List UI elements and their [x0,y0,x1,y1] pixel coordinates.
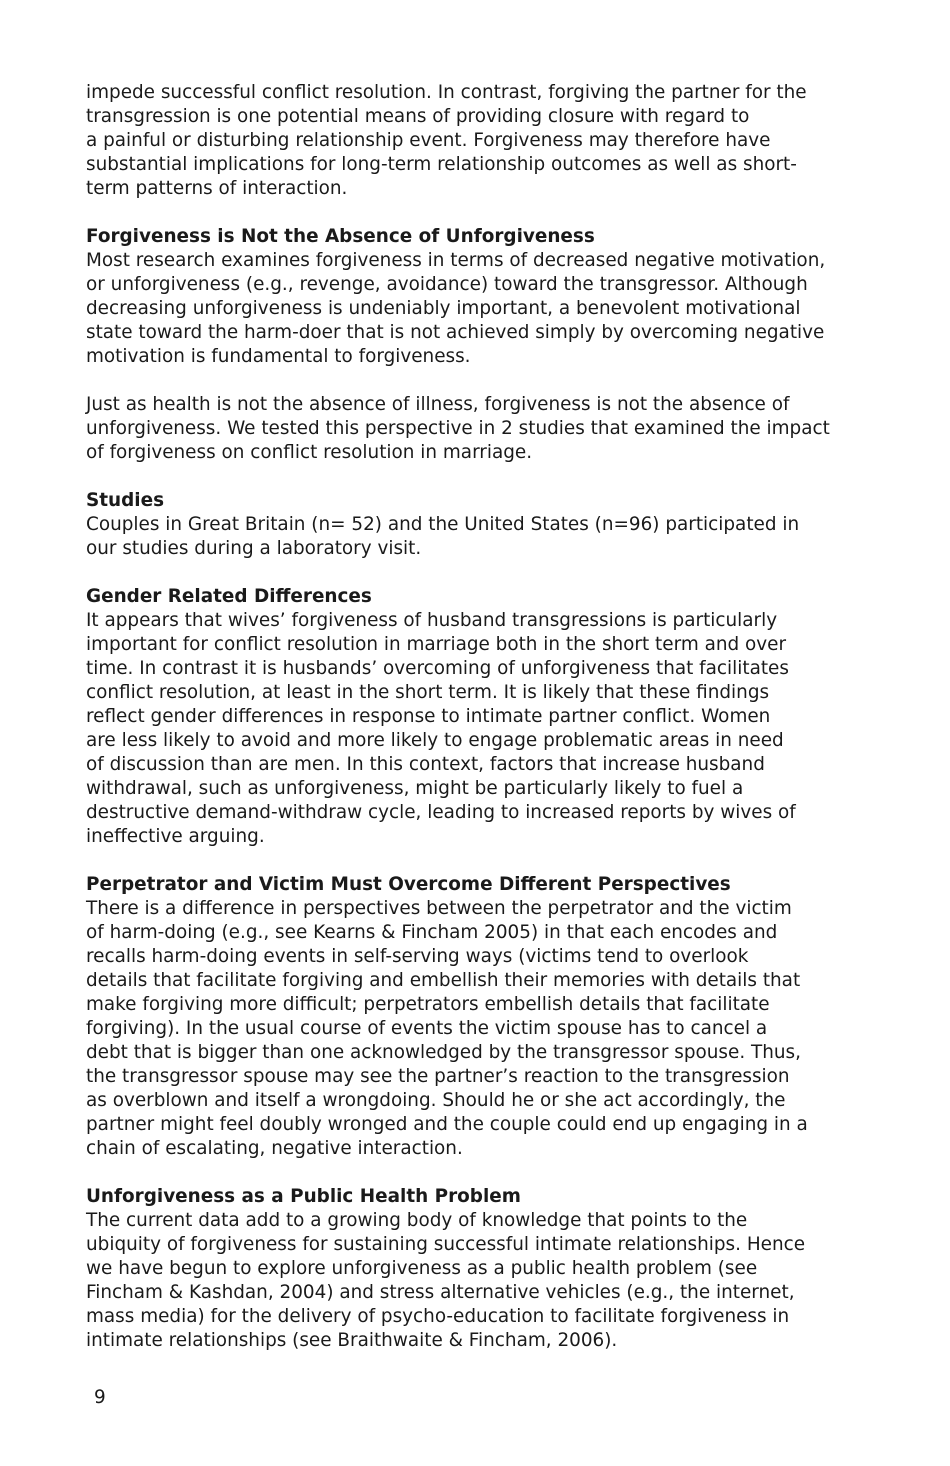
section-heading: Unforgiveness as a Public Health Problem [86,1186,521,1207]
section-not-absence [86,225,876,465]
section-heading: Studies [86,490,165,511]
section-heading: Gender Related Differences [86,586,372,607]
body-paragraph: The current data add to a growing body of knowledge that points to the ubiquity of forgiveness for sustaining successful intimate relationships. Hence we have begun to explore unforgiveness as a public health problem (see Fincham & Kashdan, 2004) and stress alternative vehicles (e.g., the internet, mass media) for the delivery of psycho-education to facilitate forgiveness in intimate relationships (see Braithwaite & Fincham, 2006). [86,1210,806,1351]
section-perspectives [86,873,876,1161]
section-heading: Perpetrator and Victim Must Overcome Different Perspectives [86,874,731,895]
body-paragraph: Couples in Great Britain (n= 52) and the United States (n=96) participated in our studies during a laboratory visit. [86,514,800,559]
section-public-health [86,1185,876,1353]
intro-paragraph: impede successful conflict resolution. In contrast, forgiving the partner for the transgression is one potential means of providing closure with regard to a painful or disturbing relationship event. Forgiveness may therefore have substantial implications for long-term relationship outcomes as well as short- term patterns of interaction. [86,82,807,199]
section-gender [86,585,876,849]
body-paragraph: Most research examines forgiveness in terms of decreased negative motivation, or unforgiveness (e.g., revenge, avoidance) toward the transgressor. Although decreasing unforgiveness is undeniably important, a benevolent motivational state toward the harm-doer that is not achieved simply by overcoming negative motivation is fundamental to forgiveness. [86,250,826,367]
body-paragraph: Just as health is not the absence of illness, forgiveness is not the absence of unforgiveness. We tested this perspective in 2 studies that examined the impact of forgiveness on conflict resolution in marriage. [86,394,830,463]
document-page [86,81,876,1353]
page-number: 9 [94,1387,106,1408]
section-studies [86,489,876,561]
body-paragraph: There is a difference in perspectives between the perpetrator and the victim of harm-doing (e.g., see Kearns & Fincham 2005) in that each encodes and recalls harm-doing events in self-serving ways (victims tend to overlook details that facilitate forgiving and embellish their memories with details that make forgiving more difficult; perpetrators embellish details that facilitate forgiving). In the usual course of events the victim spouse has to cancel a debt that is bigger than one acknowledged by the transgressor spouse. Thus, the transgressor spouse may see the partner’s reaction to the transgression as overblown and itself a wrongdoing. Should he or she act accordingly, the partner might feel doubly wronged and the couple could end up engaging in a chain of escalating, negative interaction. [86,898,808,1159]
section-heading: Forgiveness is Not the Absence of Unforgiveness [86,226,595,247]
body-paragraph: It appears that wives’ forgiveness of husband transgressions is particularly important for conflict resolution in marriage both in the short term and over time. In contrast it is husbands’ overcoming of unforgiveness that facilitates conflict resolution, at least in the short term. It is likely that these findings reflect gender differences in response to intimate partner conflict. Women are less likely to avoid and more likely to engage problematic areas in need of discussion than are men. In this context, factors that increase husband withdrawal, such as unforgiveness, might be particularly likely to fuel a destructive demand-withdraw cycle, leading to increased reports by wives of ineffective arguing. [86,610,796,847]
